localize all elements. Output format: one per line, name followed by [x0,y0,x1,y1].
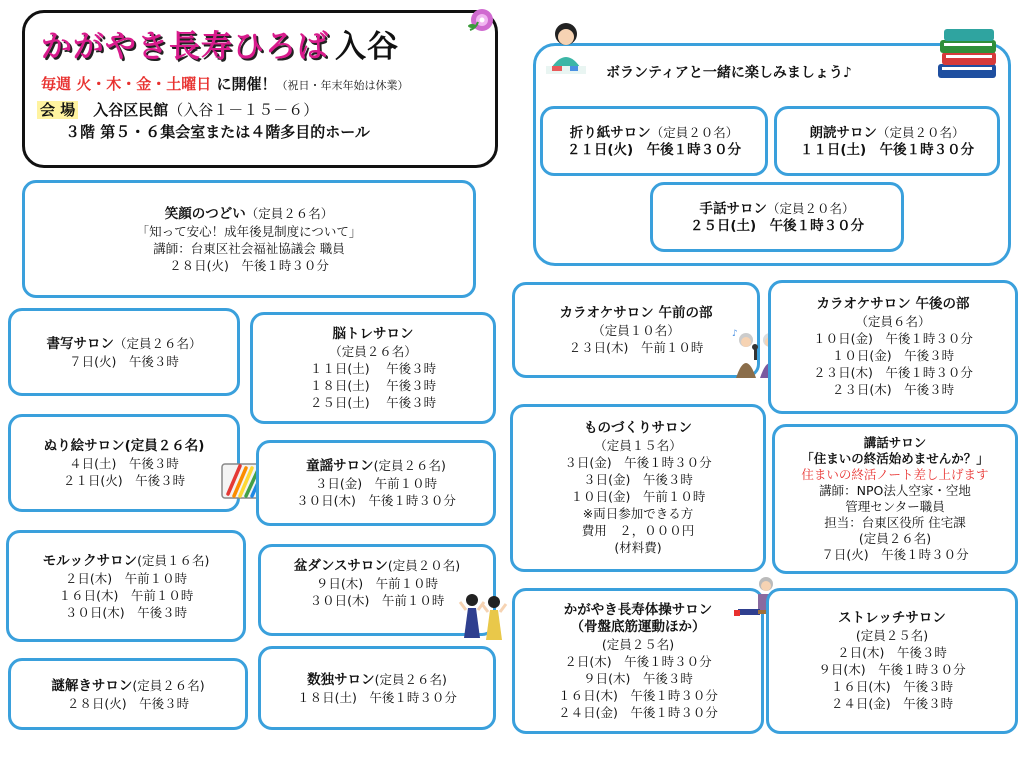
card-title: 書写サロン [46,335,114,352]
molkky-salon-card [6,530,246,642]
schedule-line: ７日(火) 午後１時３０分 [821,547,969,562]
schedule-line: ３日(金) 午前１０時 [314,476,438,491]
schedule-line: ２１日(火) 午後３時 [62,472,186,488]
schedule-line: １８日(土) 午後１時３０分 [297,689,457,705]
schedule-line: ４日(土) 午後３時 [69,455,179,471]
schedule-line: ３０日(木) 午後１時３０分 [296,493,456,508]
card-title: かがやき長寿体操サロン [563,601,713,618]
svg-text:♪: ♪ [732,329,738,339]
lecture-topic: 「知って安心！成年後見制度について」 [136,223,362,239]
fee-note: (材料費) [614,540,662,555]
bon-dancers-icon [456,590,508,642]
card-title: 童謡サロン [306,458,374,474]
schedule-line: ２３日(木) 午後３時 [831,382,955,397]
contact: 担当：台東区役所 住宅課 [824,515,966,530]
schedule-line: ２８日(火) 午後１時３０分 [169,257,329,273]
page-title [41,21,399,66]
volunteer-woman-icon [540,20,592,78]
schedule-line: ２４日(金) 午後３時 [830,696,954,711]
schedule-line: ２日(木) 午前１０時 [64,570,188,586]
schedule-line: ２日(木) 午後３時 [837,645,947,660]
card-title: 笑顔のつどい [164,205,246,222]
douyou-salon-card [256,440,496,526]
header-panel [22,10,498,168]
card-title: 数独サロン [307,671,375,688]
schedule-line: １６日(木) 午後３時 [830,679,954,694]
nurie-salon-card [8,414,240,512]
schedule-line: ７日(火) 午後３時 [69,353,179,369]
card-capacity: (定員２６名) [124,437,205,454]
monozukuri-salon-card [510,404,766,572]
card-capacity: (定員２５名) [855,628,929,643]
sudoku-salon-card [258,646,496,730]
venue-rooms: ３階 第５・６集会室または４階多目的ホール [65,123,370,141]
schedule-line: ３日(金) 午後３時 [583,472,693,487]
schedule-line: ２４日(金) 午後１時３０分 [558,704,718,720]
card-capacity: (定員２５名) [601,636,675,652]
origami-salon-card [540,106,768,176]
open-note: （祝日・年末年始は休業） [276,79,409,92]
books-icon [934,26,1002,82]
card-capacity: (定員２０名) [387,558,461,573]
title-text: かがやき長寿ひろば [41,29,329,65]
lecture-topic: 「住まいの終活始めませんか？」 [801,451,989,466]
fee-line: 費用 ２，０００円 [581,523,695,538]
card-capacity: （定員２０名） [650,124,739,140]
venue-line [37,99,318,120]
card-title: モルックサロン [42,552,138,569]
card-title: 盆ダンスサロン [293,558,388,574]
card-capacity: （定員２０名） [876,124,965,140]
note-line: ※両日参加できる方 [582,506,694,521]
card-capacity: (定員２６名) [858,531,932,546]
schedule-line: １０日(金) 午前１０時 [570,489,706,504]
open-text: に開催！ [216,75,277,93]
card-title: ぬり絵サロン [43,437,125,454]
open-days-line [41,73,408,94]
shosha-salon-card [8,308,240,396]
card-capacity: （定員２６名） [113,335,202,351]
shuwa-salon-card [650,182,904,252]
schedule-line: ２５日(土) 午後３時 [309,394,437,410]
schedule-line: ２３日(木) 午前１０時 [568,339,704,355]
card-capacity: (定員２６名) [374,671,447,687]
place-name: 入谷 [335,29,399,65]
schedule-line: １８日(土) 午後３時 [309,377,437,393]
nazotoki-salon-card [8,658,248,730]
schedule-line: ２８日(火) 午後３時 [66,695,190,711]
card-capacity: （定員６名） [855,314,931,329]
schedule-line: １０日(金) 午後１時３０分 [813,331,973,346]
card-capacity: (定員２６名) [132,677,205,693]
lecturer-org: 管理センター職員 [845,499,945,514]
rodoku-salon-card [774,106,1000,176]
noutore-salon-card [250,312,496,424]
schedule-line: １０日(金) 午後３時 [831,348,955,363]
schedule-line: ３０日(木) 午後３時 [64,604,188,620]
card-title: 講話サロン [863,435,927,450]
karaoke-pm-card [768,280,1018,414]
schedule-line: ２３日(木) 午後１時３０分 [813,365,973,380]
schedule-line: ９日(木) 午前１０時 [315,576,439,591]
lecturer: 講師：NPO法人空家・空地 [819,483,971,498]
card-capacity: （定員２６名） [245,205,334,221]
egao-tsudoi-card [22,180,476,298]
card-title: カラオケサロン 午後の部 [816,296,970,312]
venue-name: 入谷区民館 [93,101,169,119]
card-title: 朗読サロン [809,124,877,141]
karaoke-am-card [512,282,760,378]
schedule-line: １１日(土) 午後３時 [309,360,437,376]
card-title: 謎解きサロン [51,677,133,694]
venue-label: 会 場 [37,101,78,119]
schedule-line: ９日(木) 午後１時３０分 [818,662,966,677]
schedule-line: ２１日(火) 午後１時３０分 [566,141,742,158]
schedule-line: １６日(木) 午前１０時 [58,587,194,603]
card-title: 手話サロン [699,200,767,217]
card-capacity: （定員１０名） [592,322,680,338]
open-days: 毎週 火・木・金・土曜日 [41,75,212,93]
schedule-line: ９日(木) 午後３時 [583,670,693,686]
card-title: 折り紙サロン [569,124,651,141]
card-capacity: (定員２６名) [373,458,446,473]
schedule-line: １６日(木) 午後１時３０分 [558,687,718,703]
card-capacity: （定員２６名） [329,343,417,359]
venue-address: （入谷１－１５－６） [168,101,319,119]
card-capacity: (定員１６名) [137,552,210,568]
card-capacity: （定員１５名） [594,438,682,453]
card-title: カラオケサロン 午前の部 [559,304,713,321]
gift-note: 住まいの終活ノート差し上げます [801,467,989,482]
card-title: ストレッチサロン [838,610,946,626]
card-title: ものづくりサロン [584,420,692,436]
stretch-salon-card [766,588,1018,734]
schedule-line: ３０日(木) 午前１０時 [309,593,445,608]
kowa-salon-card [772,424,1018,574]
lecturer: 講師：台東区社会福祉協議会 職員 [153,240,345,256]
taiso-salon-card [512,588,764,734]
card-subtitle: （骨盤底筋運動ほか） [570,618,706,635]
schedule-line: １１日(土) 午後１時３０分 [799,141,975,158]
card-capacity: （定員２０名） [766,200,855,216]
card-title: 脳トレサロン [332,325,414,342]
volunteer-heading: ボランティアと一緒に楽しみましょう♪ [606,65,852,81]
schedule-line: ２５日(土) 午後１時３０分 [689,217,865,234]
schedule-line: ２日(木) 午後１時３０分 [564,653,712,669]
schedule-line: ３日(金) 午後１時３０分 [564,455,712,470]
flower-icon [466,4,498,36]
